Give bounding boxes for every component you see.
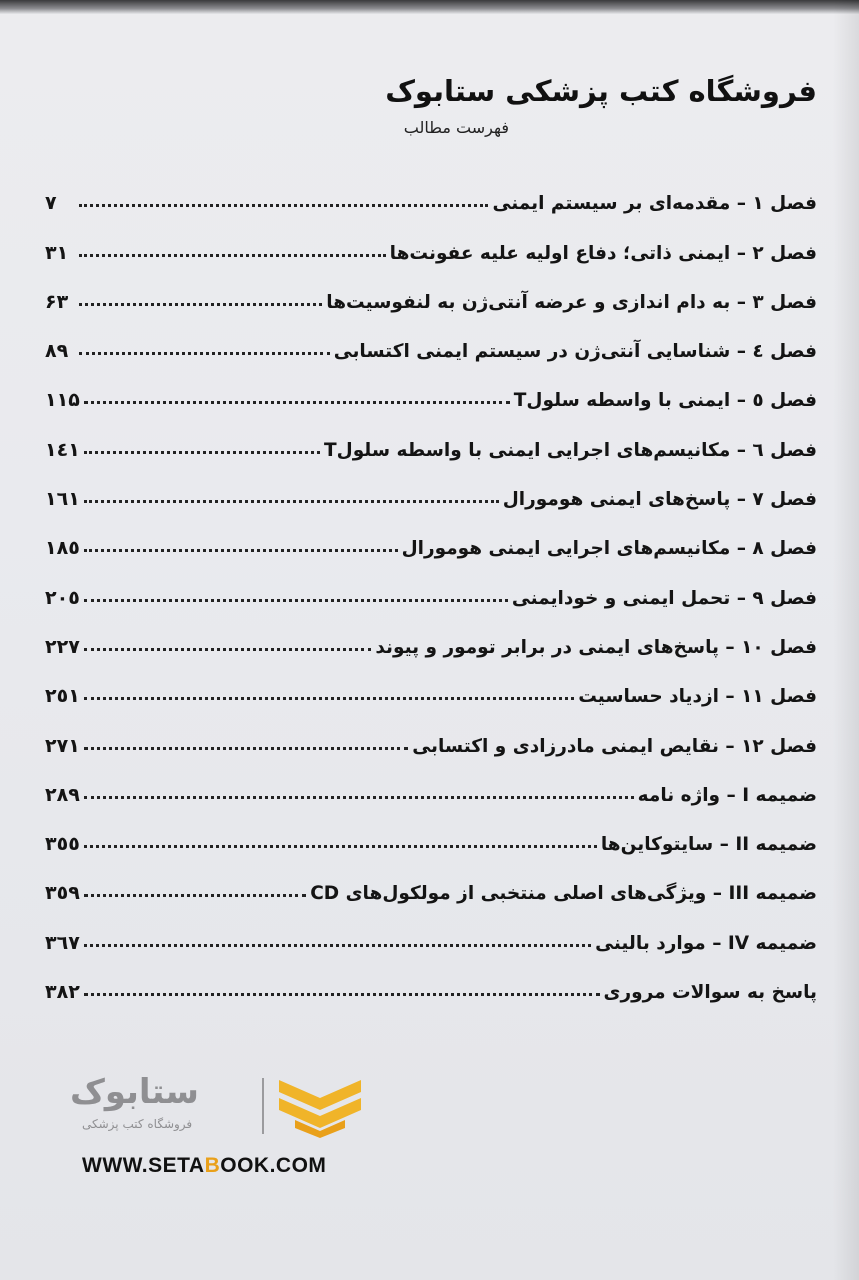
toc-page-number: ۳٥۹ (45, 882, 80, 905)
watermark-logo-subtitle: فروشگاه کتب پزشکی (82, 1117, 193, 1131)
toc-row (45, 313, 817, 362)
dot-leader (84, 894, 306, 897)
toc-entry-label: فصل ٥ – ایمنی با واسطه سلولT (513, 390, 817, 412)
toc-page-number: ۳۸۲ (45, 981, 80, 1004)
page-right-shadow (833, 0, 859, 1280)
toc-entry-label: فصل ٤ – شناسایی آنتی‌ژن در سیستم ایمنی اکتسابی (333, 341, 817, 363)
toc-page-number: ۳٥٥ (45, 833, 80, 856)
toc-entry-label: فصل ٦ – مکانیسم‌های اجرایی ایمنی با واسطه سلولT (324, 439, 817, 461)
toc-entry-label: پاسخ به سوالات مروری (603, 982, 817, 1004)
toc-entry-label: ضمیمه II – سایتوکاین‌ها (600, 834, 817, 856)
url-prefix: WWW.SETA (82, 1154, 205, 1177)
toc-entry-label: فصل ۱۱ – ازدیاد حساسیت (578, 686, 817, 708)
dot-leader (84, 549, 398, 552)
dot-leader (84, 451, 320, 454)
toc-row (45, 165, 817, 214)
watermark-url (82, 1154, 326, 1178)
toc-row (45, 214, 817, 263)
dot-leader (79, 303, 322, 306)
toc-row (45, 658, 817, 707)
toc-row (45, 461, 817, 510)
toc-row (45, 855, 817, 904)
toc-page-number: ۲۷۱ (45, 734, 80, 757)
toc-row (45, 904, 817, 953)
book-stack-icon (275, 1076, 365, 1138)
toc-row (45, 264, 817, 313)
toc-entry-label: فصل ۹ – تحمل ایمنی و خودایمنی (511, 587, 817, 609)
dot-leader (84, 993, 600, 996)
toc-entry-label: فصل ۸ – مکانیسم‌های اجرایی ایمنی هومورال (401, 538, 817, 560)
toc-page-number: ۳٦۷ (45, 931, 80, 954)
dot-leader (84, 796, 634, 799)
toc-row (45, 362, 817, 411)
url-suffix: OOK.COM (220, 1154, 327, 1177)
toc-row (45, 609, 817, 658)
toc-row (45, 411, 817, 460)
dot-leader (84, 648, 372, 651)
dot-leader (84, 401, 510, 404)
toc-entry-label: فصل ۳ – به دام اندازی و عرضه آنتی‌ژن به لنفوسیت‌ها (326, 291, 817, 313)
dot-leader (79, 204, 488, 207)
toc-entry-label: فصل ۷ – پاسخ‌های ایمنی هومورال (502, 489, 817, 511)
dot-leader (84, 845, 597, 848)
toc-page-number: ۳۱ (45, 241, 69, 264)
toc-page-number: ۸۹ (45, 340, 69, 363)
dot-leader (84, 697, 574, 700)
dot-leader (79, 254, 386, 257)
toc-row (45, 806, 817, 855)
toc-entry-label: فصل ۱ – مقدمه‌ای بر سیستم ایمنی (492, 193, 817, 215)
toc-row (45, 757, 817, 806)
toc-entry-label: ضمیمه III – ویژگی‌های اصلی منتخبی از مولکول‌های CD (310, 883, 817, 905)
toc-page-number: ۲۰٥ (45, 586, 80, 609)
dot-leader (84, 747, 408, 750)
toc-entry-label: ضمیمه IV – موارد بالینی (595, 932, 817, 954)
toc-page-number: ۲۸۹ (45, 783, 80, 806)
dot-leader (84, 599, 508, 602)
toc-page-number: ۷ (45, 192, 57, 215)
table-of-contents (45, 165, 817, 1003)
toc-page-number: ۱٤۱ (45, 438, 80, 461)
url-accent: B (204, 1154, 221, 1177)
store-title: فروشگاه کتب پزشکی ستابوک (385, 74, 817, 108)
toc-entry-label: فصل ۱۲ – نقایص ایمنی مادرزادی و اکتسابی (412, 735, 817, 757)
watermark-logo-text: ستابوک (70, 1072, 199, 1112)
watermark-divider (262, 1078, 264, 1134)
toc-page-number: ۲٥۱ (45, 685, 80, 708)
dot-leader (84, 500, 499, 503)
toc-entry-label: ضمیمه I – واژه نامه (637, 784, 817, 806)
toc-page-number: ۶۳ (45, 290, 69, 313)
toc-entry-label: فصل ۱۰ – پاسخ‌های ایمنی در برابر تومور و پیوند (375, 636, 817, 658)
page-top-shadow (0, 0, 859, 14)
dot-leader (79, 352, 330, 355)
dot-leader (84, 944, 591, 947)
toc-row (45, 559, 817, 608)
toc-row (45, 707, 817, 756)
toc-row (45, 954, 817, 1003)
toc-page-number: ۲۲۷ (45, 635, 80, 658)
toc-page-number: ۱۱۵ (45, 389, 80, 412)
toc-page-number: ۱۸٥ (45, 537, 80, 560)
toc-row (45, 510, 817, 559)
toc-entry-label: فصل ۲ – ایمنی ذاتی؛ دفاع اولیه علیه عفونت‌ها (389, 242, 817, 264)
toc-title: فهرست مطالب (403, 118, 509, 137)
toc-page-number: ۱٦۱ (45, 488, 80, 511)
